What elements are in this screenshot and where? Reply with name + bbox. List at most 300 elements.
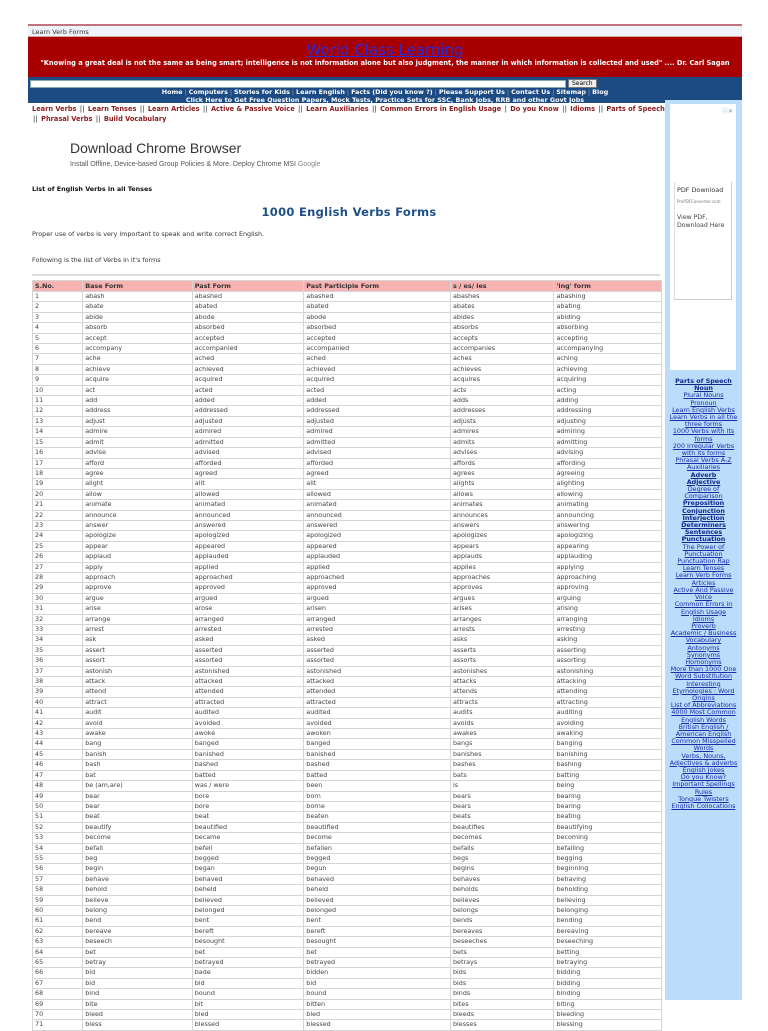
table-cell: 51	[33, 812, 82, 821]
table-cell: bites	[451, 1000, 553, 1009]
table-cell: banishes	[451, 750, 553, 759]
table-cell: 68	[33, 989, 82, 998]
table-cell: abides	[451, 313, 553, 322]
table-cell: 1	[33, 292, 82, 301]
column-header: Past Form	[193, 281, 304, 291]
table-row	[33, 531, 661, 540]
table-cell: aches	[451, 354, 553, 363]
table-cell: arose	[193, 604, 304, 613]
sidebar-link-tongue-twisters[interactable]: Tongue Twisters	[678, 794, 729, 803]
table-cell: admire	[83, 427, 192, 436]
table-row	[33, 521, 661, 530]
topic-separator: ||	[562, 105, 567, 113]
sidebar-link-plural-nouns[interactable]: Plural Nouns	[683, 391, 724, 400]
nav-separator: |	[346, 88, 350, 96]
table-row	[33, 386, 661, 395]
table-cell: began	[193, 864, 304, 873]
table-cell: beautified	[304, 823, 450, 832]
table-cell: attacked	[304, 677, 450, 686]
table-cell: bereft	[193, 927, 304, 936]
table-cell: applauding	[554, 552, 661, 561]
table-cell: bid	[83, 979, 192, 988]
table-row	[33, 916, 661, 925]
table-cell: banished	[304, 750, 450, 759]
table-cell: arranged	[193, 615, 304, 624]
table-cell: addresses	[451, 406, 553, 415]
table-cell: ache	[83, 354, 192, 363]
sidebar-link-learn-tenses[interactable]: Learn Tenses	[682, 564, 725, 573]
table-cell: beseeching	[554, 937, 661, 946]
table-row	[33, 948, 661, 957]
table-cell: answers	[451, 521, 553, 530]
topic-link-learn-auxiliaries[interactable]: Learn Auxiliaries	[306, 105, 369, 113]
table-cell: bids	[451, 968, 553, 977]
table-cell: awoke	[193, 729, 304, 738]
topic-separator: ||	[139, 105, 145, 113]
table-cell: become	[83, 833, 192, 842]
nav-link-blog[interactable]: Blog	[592, 88, 609, 96]
table-cell: behold	[83, 885, 192, 894]
table-cell: banish	[83, 750, 192, 759]
table-cell: becoming	[554, 833, 661, 842]
table-cell: banished	[193, 750, 304, 759]
table-cell: believed	[304, 896, 450, 905]
sidebar-link-common-misspelled-words[interactable]: Common Misspelled Words	[671, 737, 736, 753]
table-cell: applies	[451, 563, 553, 572]
table-cell: 6	[33, 344, 82, 353]
table-cell: alight	[83, 479, 192, 488]
table-cell: 8	[33, 365, 82, 374]
table-cell: admitted	[193, 438, 304, 447]
table-cell: behaves	[451, 875, 553, 884]
table-row	[33, 594, 661, 603]
header-quote: "Knowing a great deal is not the same as being smart; intelligence is not information alone but also judgment, the manner in which information is collected and used" .... Dr. Carl Sagan	[40, 59, 730, 67]
table-cell: awakes	[451, 729, 553, 738]
table-cell: 42	[33, 719, 82, 728]
table-cell: accompanies	[451, 344, 553, 353]
table-cell: be (am,are)	[83, 781, 192, 790]
table-cell: agreeing	[554, 469, 661, 478]
table-cell: 63	[33, 937, 82, 946]
table-cell: bashing	[554, 760, 661, 769]
sidebar-link-english-collocations[interactable]: English Collocations	[671, 801, 736, 810]
topic-separator: ||	[202, 105, 208, 113]
sidebar-ad-title[interactable]: PDF Download	[677, 186, 724, 194]
table-cell: aching	[554, 354, 661, 363]
table-cell: 69	[33, 1000, 82, 1009]
table-cell: 47	[33, 771, 82, 780]
table-cell: argue	[83, 594, 192, 603]
table-cell: bear	[83, 802, 192, 811]
table-cell: 61	[33, 916, 82, 925]
table-cell: 46	[33, 760, 82, 769]
table-cell: 2	[33, 302, 82, 311]
sidebar-link-punctuation[interactable]: Punctuation	[681, 535, 726, 544]
table-cell: asserted	[193, 646, 304, 655]
table-cell: asserts	[451, 646, 553, 655]
nav-link-facts-did-you-know[interactable]: Facts (Did you know ?)	[351, 88, 433, 96]
topic-separator: ||	[297, 105, 303, 113]
table-cell: behave	[83, 875, 192, 884]
sidebar-ad-cta[interactable]: View PDF, Download Here	[677, 214, 725, 229]
table-cell: 39	[33, 687, 82, 696]
table-row	[33, 511, 661, 520]
table-cell: bled	[304, 1010, 450, 1019]
nav-link-please-support-us[interactable]: Please Support Us	[438, 88, 505, 96]
table-cell: arrest	[83, 625, 192, 634]
sidebar-link-active-and-passive-voice[interactable]: Active And Passive Voice	[673, 585, 734, 602]
table-cell: batted	[304, 771, 450, 780]
table-row	[33, 844, 661, 853]
table-cell: apologize	[83, 531, 192, 540]
table-cell: accompanying	[554, 344, 661, 353]
topic-link-do-you-know[interactable]: Do you Know	[510, 105, 559, 113]
table-cell: agree	[83, 469, 192, 478]
table-cell: begins	[451, 864, 553, 873]
table-cell: bid	[83, 968, 192, 977]
sidebar-link-learn-english-verbs[interactable]: Learn English Verbs	[672, 405, 735, 414]
sidebar-link-synonyms[interactable]: Synonyms	[686, 650, 721, 659]
sidebar-link-academic-business-vocabulary[interactable]: Academic / Business Vocabulary	[670, 629, 737, 645]
table-cell: address	[83, 406, 192, 415]
column-header: Base Form	[83, 281, 192, 291]
table-cell: attracts	[451, 698, 553, 707]
table-cell: asserting	[554, 646, 661, 655]
table-cell: accompany	[83, 344, 192, 353]
table-cell: 41	[33, 708, 82, 717]
table-cell: argued	[193, 594, 304, 603]
table-cell: answered	[304, 521, 450, 530]
table-cell: audits	[451, 708, 553, 717]
topic-link-common-errors-in-english-usage[interactable]: Common Errors in English Usage	[380, 105, 502, 113]
nav-link-home[interactable]: Home	[161, 88, 183, 96]
table-cell: bends	[451, 916, 553, 925]
table-cell: bearing	[554, 792, 661, 801]
table-cell: blessing	[554, 1020, 661, 1029]
sidebar-link-interjection[interactable]: Interjection	[682, 513, 725, 522]
ad-banner[interactable]	[70, 140, 666, 168]
topic-links	[32, 105, 666, 124]
topic-link-learn-articles[interactable]: Learn Articles	[147, 105, 200, 113]
table-cell: batting	[554, 771, 661, 780]
page-title: Learn Verb Forms	[32, 28, 89, 36]
nav-separator: |	[552, 88, 555, 96]
promo-link[interactable]: Click Here to Get Free Question Papers, Mock Tests, Practice Sets for SSC, Bank Jobs, RRB and other Govt Jobs	[185, 96, 585, 104]
topic-link-phrasal-verbs[interactable]: Phrasal Verbs	[41, 114, 93, 123]
table-cell: accepted	[193, 334, 304, 343]
sidebar-link-degree-of-comparison[interactable]: Degree of Comparison	[684, 485, 723, 501]
sidebar-link-200-irregular-verbs-with-its-forms[interactable]: 200 Irregular Verbs with its forms	[672, 441, 735, 458]
table-cell: acts	[451, 386, 553, 395]
sidebar-link-articles[interactable]: Articles	[691, 578, 716, 587]
table-cell: approves	[451, 583, 553, 592]
table-cell: 16	[33, 448, 82, 457]
table-cell: applied	[193, 563, 304, 572]
table-cell: absorbed	[304, 323, 450, 332]
sidebar-link-conjunction[interactable]: Conjunction	[682, 506, 725, 515]
table-row	[33, 365, 661, 374]
table-cell: bind	[83, 989, 192, 998]
table-cell: animating	[554, 500, 661, 509]
table-cell: advised	[304, 448, 450, 457]
topic-link-build-vocabulary[interactable]: Build Vocabulary	[103, 114, 167, 123]
sidebar-link-4000-most-common-english-words[interactable]: 4000 Most Common English Words	[671, 708, 736, 724]
table-cell: afford	[83, 459, 192, 468]
nav-link-stories-for-kids[interactable]: Stories for Kids	[234, 88, 290, 96]
table-cell: 40	[33, 698, 82, 707]
table-cell: 53	[33, 833, 82, 842]
table-cell: belongs	[451, 906, 553, 915]
sidebar-link-english-jokes[interactable]: English Jokes	[682, 765, 725, 774]
table-row	[33, 427, 661, 436]
table-cell: admired	[193, 427, 304, 436]
table-cell: abated	[193, 302, 304, 311]
table-cell: 67	[33, 979, 82, 988]
table-row	[33, 479, 661, 488]
table-row	[33, 687, 661, 696]
table-cell: accepting	[554, 334, 661, 343]
table-cell: banishing	[554, 750, 661, 759]
topic-link-parts-of-speech[interactable]: Parts of Speech	[606, 105, 665, 113]
table-cell: 9	[33, 375, 82, 384]
table-row	[33, 677, 661, 686]
sidebar-link-british-english-american-english[interactable]: British English / American English	[675, 722, 732, 738]
table-cell: astonishes	[451, 667, 553, 676]
nav-link-sitemap[interactable]: Sitemap	[556, 88, 587, 96]
table-row	[33, 823, 661, 832]
nav-link-contact-us[interactable]: Contact Us	[511, 88, 551, 96]
table-cell: allowed	[304, 490, 450, 499]
nav-link-computers[interactable]: Computers	[188, 88, 228, 96]
search-input[interactable]	[30, 80, 566, 88]
table-cell: bangs	[451, 739, 553, 748]
table-cell: arrange	[83, 615, 192, 624]
table-row	[33, 854, 661, 863]
table-cell: binds	[451, 989, 553, 998]
topic-link-learn-verbs[interactable]: Learn Verbs	[32, 105, 77, 113]
table-row	[33, 792, 661, 801]
table-cell: 19	[33, 479, 82, 488]
table-row	[33, 937, 661, 946]
nav-separator: |	[291, 88, 295, 96]
nav-link-learn-english[interactable]: Learn English	[296, 88, 345, 96]
table-cell: avoiding	[554, 719, 661, 728]
sidebar-link-punctuation-rap[interactable]: Punctuation Rap	[677, 557, 730, 566]
table-cell: astonished	[304, 667, 450, 676]
table-cell: audited	[193, 708, 304, 717]
table-cell: 54	[33, 844, 82, 853]
topic-link-idioms[interactable]: Idioms	[570, 105, 595, 113]
sidebar-link-determiners[interactable]: Determiners	[681, 521, 726, 530]
sidebar-link-1000-verbs-with-its-forms[interactable]: 1000 Verbs with its forms	[672, 427, 735, 443]
table-cell: 66	[33, 968, 82, 977]
table-cell: achieving	[554, 365, 661, 374]
table-cell: 44	[33, 739, 82, 748]
table-cell: act	[83, 386, 192, 395]
table-cell: bash	[83, 760, 192, 769]
table-cell: acquiring	[554, 375, 661, 384]
table-cell: arguing	[554, 594, 661, 603]
table-cell: been	[304, 781, 450, 790]
sidebar-link-adjective[interactable]: Adjective	[686, 477, 721, 486]
table-cell: is	[451, 781, 553, 790]
following-text: Following is the list of Verbs in it's forms	[32, 256, 161, 264]
nav-separator: |	[229, 88, 233, 96]
sidebar-link-parts-of-speech[interactable]: Parts of Speech	[675, 377, 732, 385]
table-row	[33, 729, 661, 738]
table-cell: answering	[554, 521, 661, 530]
table-cell: awoken	[304, 729, 450, 738]
table-cell: beautifying	[554, 823, 661, 832]
table-cell: bet	[304, 948, 450, 957]
table-cell: adjusted	[193, 417, 304, 426]
ad-title[interactable]: Download Chrome Browser	[70, 140, 242, 156]
sidebar-link-important-spellings-rules[interactable]: Important Spellings Rules	[672, 780, 735, 796]
table-cell: 55	[33, 854, 82, 863]
table-cell: beats	[451, 812, 553, 821]
table-cell: applauded	[304, 552, 450, 561]
sidebar-link-preposition[interactable]: Preposition	[682, 499, 725, 508]
table-cell: begin	[83, 864, 192, 873]
table-cell: 10	[33, 386, 82, 395]
sidebar-link-more-than-1000-one-word-substitution[interactable]: More than 1000 One Word Substitution	[670, 665, 737, 681]
table-cell: bet	[83, 948, 192, 957]
sidebar-link-list-of-abbreviations[interactable]: List of Abbreviations	[670, 701, 737, 710]
ad-subtitle-text: Install Offline, Device-based Group Policies & More. Deploy Chrome MSI	[70, 161, 296, 168]
table-cell: arises	[451, 604, 553, 613]
table-body	[33, 292, 661, 1030]
table-cell: behaving	[554, 875, 661, 884]
sidebar-link-do-you-know[interactable]: Do you Know?	[680, 773, 727, 782]
sidebar-link-the-power-of-punctuation[interactable]: The Power of Punctuation	[682, 542, 725, 558]
table-cell: bears	[451, 802, 553, 811]
table-cell: acquired	[304, 375, 450, 384]
table-cell: awaking	[554, 729, 661, 738]
sidebar-ad-card[interactable]	[674, 182, 732, 300]
table-cell: besought	[193, 937, 304, 946]
table-cell: attack	[83, 677, 192, 686]
topic-link-learn-tenses[interactable]: Learn Tenses	[87, 105, 137, 113]
search-button[interactable]: Search	[568, 79, 597, 88]
table-cell: borne	[304, 802, 450, 811]
table-cell: believes	[451, 896, 553, 905]
table-cell: 36	[33, 656, 82, 665]
table-cell: beholding	[554, 885, 661, 894]
table-cell: afforded	[304, 459, 450, 468]
sidebar-link-sentences[interactable]: Sentences	[684, 528, 723, 537]
table-cell: 52	[33, 823, 82, 832]
table-cell: 38	[33, 677, 82, 686]
table-cell: beholds	[451, 885, 553, 894]
adchoices-icon[interactable]: ⓘ✕	[721, 108, 733, 115]
nav-bar	[28, 77, 742, 103]
table-cell: bereaving	[554, 927, 661, 936]
table-cell: abate	[83, 302, 192, 311]
table-cell: agreed	[193, 469, 304, 478]
table-cell: asked	[304, 635, 450, 644]
intro-text: Proper use of verbs is very important to speak and write correct English.	[32, 230, 265, 238]
main-content	[28, 103, 666, 1031]
table-cell: 49	[33, 792, 82, 801]
sidebar-link-homonyms[interactable]: Homonyms	[685, 657, 722, 666]
table-cell: approached	[304, 573, 450, 582]
table-cell: absorbs	[451, 323, 553, 332]
sidebar-link-phrasal-verbs-a-z[interactable]: Phrasal Verbs A-Z	[675, 456, 732, 465]
topic-separator: ||	[598, 105, 604, 113]
table-cell: allowing	[554, 490, 661, 499]
table-cell: achieves	[451, 365, 553, 374]
sidebar-ad[interactable]	[670, 104, 736, 370]
sidebar-link-verbs-nouns-adjectives-adverbs[interactable]: Verbs, Nouns, Adjectives & adverbs	[669, 751, 738, 767]
sidebar-link-adverb[interactable]: Adverb	[690, 470, 717, 479]
table-cell: agrees	[451, 469, 553, 478]
table-cell: added	[304, 396, 450, 405]
table-cell: auditing	[554, 708, 661, 717]
table-cell: beautifies	[451, 823, 553, 832]
table-cell: banging	[554, 739, 661, 748]
table-row	[33, 573, 661, 582]
sidebar-link-auxiliaries[interactable]: Auxiliaries	[686, 463, 721, 472]
table-cell: astonishing	[554, 667, 661, 676]
topic-separator: ||	[79, 105, 85, 113]
site-title-link[interactable]: World Class Learning	[306, 41, 464, 59]
sidebar-link-interesting-etymologies-word-origins[interactable]: Interesting Etymologies : Word Origins	[672, 679, 735, 702]
sidebar-link-idioms[interactable]: Idioms	[692, 614, 715, 623]
table-row	[33, 448, 661, 457]
sidebar-link-common-errors-in-english-usage[interactable]: Common Errors in English Usage	[674, 600, 733, 616]
table-cell: audit	[83, 708, 192, 717]
table-cell: bleed	[83, 1010, 192, 1019]
table-cell: approved	[304, 583, 450, 592]
table-cell: bending	[554, 916, 661, 925]
table-cell: 11	[33, 396, 82, 405]
page-heading: 1000 English Verbs Forms	[261, 205, 437, 219]
table-cell: 56	[33, 864, 82, 873]
table-cell: admit	[83, 438, 192, 447]
table-header-row	[33, 281, 661, 291]
table-cell: 7	[33, 354, 82, 363]
table-cell: bang	[83, 739, 192, 748]
table-row	[33, 771, 661, 780]
sidebar-link-noun[interactable]: Noun	[694, 384, 713, 393]
table-cell: 37	[33, 667, 82, 676]
table-cell: apologizing	[554, 531, 661, 540]
table-cell: audited	[304, 708, 450, 717]
table-cell: beating	[554, 812, 661, 821]
table-cell: bashed	[193, 760, 304, 769]
table-cell: beautified	[193, 823, 304, 832]
table-cell: blessed	[304, 1020, 450, 1029]
table-cell: assert	[83, 646, 192, 655]
table-cell: bless	[83, 1020, 192, 1029]
sidebar-link-pronoun[interactable]: Pronoun	[690, 398, 717, 407]
table-row	[33, 604, 661, 613]
table-cell: believe	[83, 896, 192, 905]
sidebar-link-learn-verbs-in-all-the-three-forms[interactable]: Learn Verbs in all the three forms	[669, 413, 738, 429]
table-cell: batted	[193, 771, 304, 780]
table-cell: 22	[33, 511, 82, 520]
table-cell: assorted	[193, 656, 304, 665]
table-cell: 29	[33, 583, 82, 592]
table-cell: ached	[304, 354, 450, 363]
table-row	[33, 958, 661, 967]
sidebar-link-proverb[interactable]: Proverb	[691, 621, 716, 630]
sidebar-link-learn-verb-forms[interactable]: Learn Verb Forms	[675, 571, 732, 580]
table-row	[33, 656, 661, 665]
sidebar-link-antonyms[interactable]: Antonyms	[687, 643, 720, 652]
table-cell: appearing	[554, 542, 661, 551]
topic-link-active-passive-voice[interactable]: Active & Passive Voice	[210, 105, 295, 113]
